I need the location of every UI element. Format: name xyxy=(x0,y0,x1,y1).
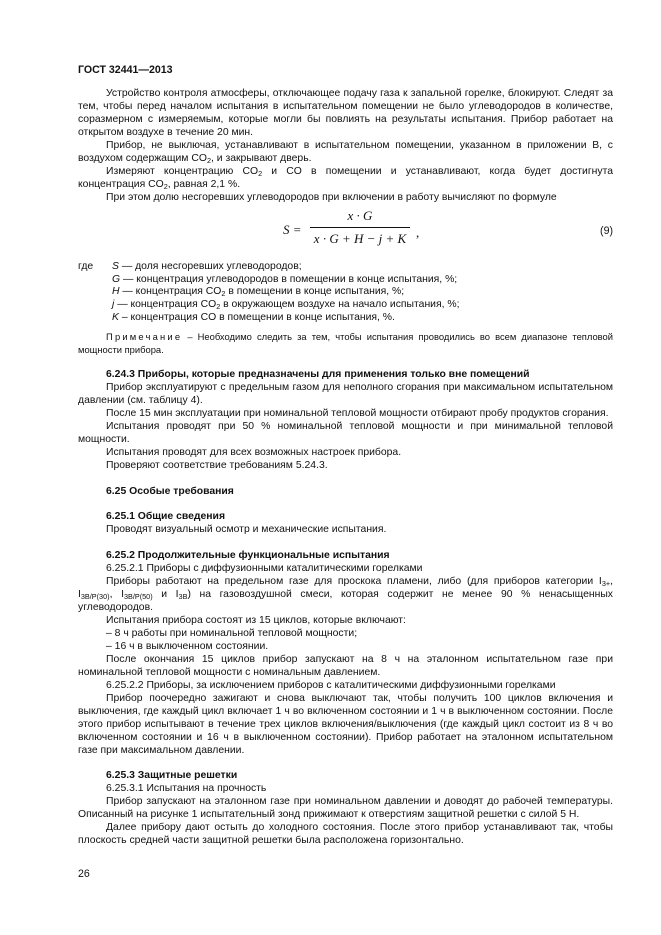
page-number: 26 xyxy=(78,868,90,880)
list-item: – 16 ч в выключенном состоянии. xyxy=(106,640,269,652)
section-heading: 6.25.3 Защитные решетки xyxy=(106,770,238,782)
formula-9: S = x · G x · G + H − j + K , (9) xyxy=(283,207,613,246)
paragraph: Измеряют концентрацию $CO_2$ и CO в помещении и устанавливают, когда будет достигнута концентрация $CO_2$, равная 2,1 %. xyxy=(78,165,614,191)
legend-item: j — концентрация $CO_2$ в окружающем воздухе на начало испытания, %; xyxy=(112,299,460,312)
legend-item: G — концентрация углеводородов в помещении в конце испытания, %; xyxy=(112,273,458,285)
note-label: Примечание xyxy=(106,331,183,343)
text-column xyxy=(78,88,613,848)
note: Примечание – Необходимо следить за тем, чтобы испытания проводились во всем диапазоне тепловой мощности прибора. xyxy=(78,331,613,355)
subsection-heading: 6.25.2.2 Приборы, за исключением приборов с каталитическими диффузионными горелками xyxy=(106,679,556,691)
paragraph: Устройство контроля атмосферы, отключающее подачу газа к запальной горелке, блокируют. Следят за тем, чтобы перед началом испытания в испытательном помещении не было углеводородов в количестве, соразмерном с измеряемым, которые могли бы повлиять на результаты испытания. Прибор работает на открытом воздухе в течение 20 мин. xyxy=(78,88,613,138)
paragraph: При этом долю несгоревших углеводородов при включении в работу вычисляют по формуле xyxy=(106,191,557,203)
section-heading: 6.25.1 Общие сведения xyxy=(106,511,226,523)
paragraph: Приборы работают на предельном газе для проскока пламени, либо (для приборов категории $I_{3+}$, $I_{3B/P(30)}$, $I_{3B/P(50)}$ и $I_{3B}$) на газовоздушной смеси, которая содержит не менее 90 % ненасыщенных углеводородов. xyxy=(78,576,613,614)
equation-number: (9) xyxy=(600,224,613,237)
section-heading: 6.25 Особые требования xyxy=(106,485,234,497)
legend-item: S — доля несгоревших углеводородов; xyxy=(112,260,302,272)
section-heading: 6.25.2 Продолжительные функциональные испытания xyxy=(106,550,390,562)
paragraph: Прибор эксплуатируют с предельным газом для неполного сгорания при максимальном испытательном давлении (см. таблицу 4). xyxy=(78,382,613,406)
paragraph: Проводят визуальный осмотр и механические испытания. xyxy=(106,524,387,536)
paragraph: Прибор запускают на эталонном газе при номинальном давлении и доводят до рабочей температуры. Описанный на рисунке 1 испытательный зонд прижимают к отверстиям защитной решетки с силой 5 Н. xyxy=(78,796,613,821)
formula-numerator: x · G xyxy=(347,207,373,223)
formula-legend xyxy=(78,261,613,326)
paragraph: После 15 мин эксплуатации при номинальной тепловой мощности отбирают пробу продуктов сгорания. xyxy=(106,407,609,419)
legend-item: H — концентрация $CO_2$ в помещении в конце испытания, %; xyxy=(112,286,405,299)
paragraph: Прибор поочередно зажигают и снова выключают так, чтобы получить 100 циклов включения и выключения, где каждый цикл включает 1 ч во включенном состоянии и 1 ч в выключенном состоянии. После этого прибор испытывают в течение трех циклов включения/выключения (где каждый цикл состоит из 8 ч во включенном состоянии и 16 ч в выключенном состоянии). Прибор работает на эталонном испытательном газе при максимальном давлении. xyxy=(78,692,613,756)
standard-header: ГОСТ 32441—2013 xyxy=(78,64,173,76)
formula-lhs: S = xyxy=(283,221,302,237)
legend-item: K – концентрация CO в помещении в конце испытания, %. xyxy=(112,312,395,324)
paragraph: Испытания проводят при 50 % номинальной тепловой мощности и при минимальной тепловой мощности. xyxy=(78,420,613,445)
fraction-bar xyxy=(310,227,410,228)
subsection-heading: 6.25.2.1 Приборы с диффузионными каталитическими горелками xyxy=(106,563,423,575)
list-item: – 8 ч работы при номинальной тепловой мощности; xyxy=(106,627,358,639)
legend-where: где xyxy=(78,260,94,272)
paragraph: Проверяют соответствие требованиям 5.24.3. xyxy=(106,459,328,471)
formula-denominator: x · G + H − j + K xyxy=(313,230,407,246)
paragraph: Испытания прибора состоят из 15 циклов, которые включают: xyxy=(106,614,406,626)
section-heading: 6.24.3 Приборы, которые предназначены для применения только вне помещений xyxy=(106,369,530,381)
paragraph: После окончания 15 циклов прибор запускают на 8 ч на эталонном испытательном газе при номинальной тепловой мощности с номинальным давлением. xyxy=(78,653,613,678)
paragraph: Испытания проводят для всех возможных настроек прибора. xyxy=(106,446,402,458)
paragraph: Далее прибору дают остыть до холодного состояния. После этого прибор устанавливают так, чтобы плоскость средней части защитной решетки была расположена горизонтально. xyxy=(78,822,613,847)
formula-fraction xyxy=(310,207,410,248)
paragraph: Прибор, не выключая, устанавливают в испытательном помещении, указанном в приложении В, с воздухом содержащим $CO_2$, и закрывают дверь. xyxy=(78,139,613,165)
subsection-heading: 6.25.3.1 Испытания на прочность xyxy=(106,783,267,795)
